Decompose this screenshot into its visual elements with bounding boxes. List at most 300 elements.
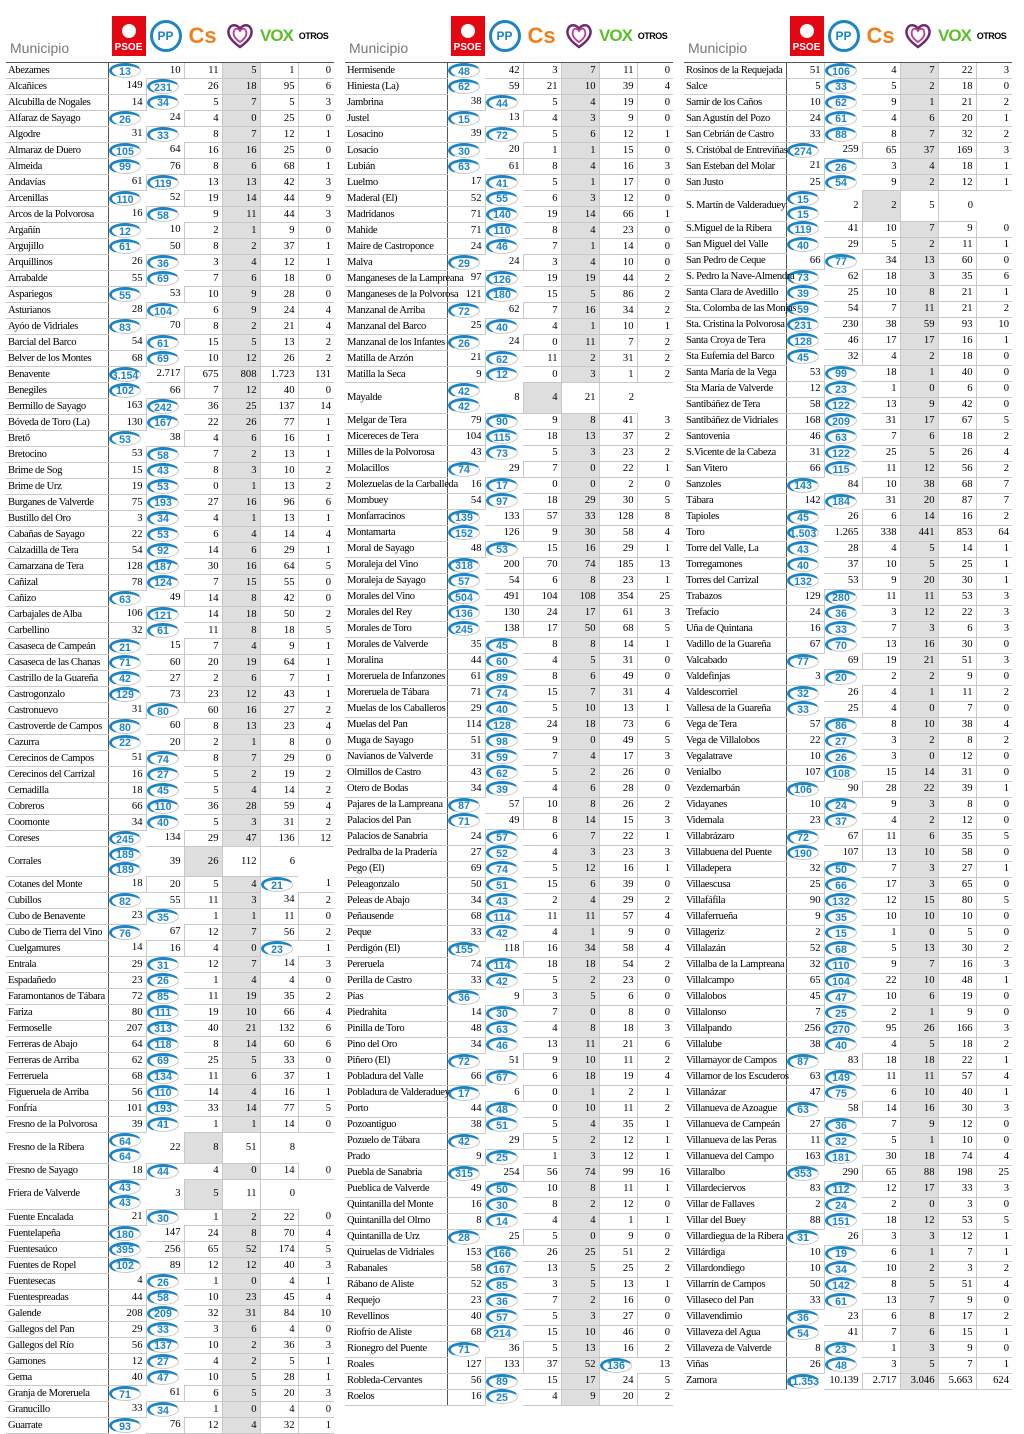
municipio-cell: Villadepera [684,861,786,877]
psoe-votes: 119 [787,221,819,236]
psoe-votes: 2 [786,1197,824,1213]
cs-votes: 14 [184,543,222,559]
psoe-votes: 52 [447,191,485,207]
municipio-cell: Robleda-Cervantes [345,1373,447,1389]
pp-votes: 20 [485,143,523,159]
otros-votes: 2 [637,287,673,303]
otros-votes: 0 [637,765,673,781]
cs-votes: 0 [523,335,561,351]
vox-label: VOX [260,26,293,45]
table-row [6,367,334,383]
cs-votes: 5 [862,941,900,957]
pp-votes: 24 [825,798,857,813]
psoe-votes: 395 [109,1242,141,1257]
cs-votes: 57 [523,509,561,525]
psoe-votes: 48 [447,1021,485,1037]
podemos-votes: 0 [561,461,599,477]
table-row [6,1322,334,1338]
otros-votes: 1 [637,1117,673,1133]
psoe-votes: 93 [109,1418,141,1433]
municipio-cell: Burganes de Valverde [6,495,108,511]
cs-votes: 7 [523,1293,561,1309]
otros-votes: 2 [637,1261,673,1277]
podemos-votes: 1 [222,1117,260,1133]
cs-votes: 3 [146,1179,184,1210]
pp-votes: 10 [146,223,184,239]
cs-votes: 7 [184,639,222,655]
table-row [6,783,334,799]
otros-votes: 1 [976,1053,1012,1069]
otros-votes: 0 [637,175,673,191]
psoe-votes: 142 [786,493,824,509]
vox-votes: 169 [938,143,976,159]
otros-votes: 0 [976,669,1012,685]
municipio-cell: Pino del Oro [345,1037,447,1053]
table-row [684,957,1012,973]
otros-votes: 1 [298,655,334,671]
podemos-votes: 3 [561,1309,599,1325]
podemos-votes: 16 [900,637,938,653]
municipio-cell: Pozuelo de Tábara [345,1133,447,1149]
cs-votes: 3 [184,255,222,271]
psoe-votes: 45 [787,510,819,525]
table-row [6,957,334,973]
vox-votes: 96 [260,495,298,511]
cs-votes: 3 [862,749,900,765]
table-row [684,1021,1012,1037]
cs-label: Cs [866,23,895,48]
municipio-cell: Cernadilla [6,783,108,799]
cs-votes: 10 [523,1181,561,1197]
otros-votes: 0 [976,1133,1012,1149]
pp-votes: 27 [147,1354,179,1369]
pp-votes: 52 [146,191,184,207]
table-row [6,79,334,95]
municipio-cell: Aspariegos [6,287,108,303]
pp-votes: 33 [147,127,179,142]
cs-votes: 3 [862,733,900,749]
municipio-cell: Rábano de Aliste [345,1277,447,1293]
vox-votes: 27 [938,861,976,877]
otros-votes: 7 [976,477,1012,493]
podemos-votes: 3 [561,845,599,861]
municipio-cell: Villalazán [684,941,786,957]
pp-votes: 10 [146,63,184,79]
podemos-votes: 5 [222,1053,260,1069]
psoe-votes: 77 [787,654,819,669]
table-row [6,1069,334,1085]
pp-votes: 64 [146,143,184,159]
vox-votes: 354 [599,589,637,605]
table-row [6,383,334,399]
podemos-votes: 10 [900,1085,938,1101]
pp-votes: 42 [486,925,518,940]
vox-votes: 31 [599,653,637,669]
pp-votes: 114 [486,909,518,924]
otros-votes: 1 [298,447,334,463]
otros-header [295,14,332,58]
podemos-votes: 13 [900,941,938,957]
vox-votes: 60 [938,253,976,269]
vox-votes: 33 [938,1181,976,1197]
pp-votes: 48 [486,1102,518,1117]
municipio-cell: Granja de Moreruela [6,1386,108,1402]
psoe-votes: 54 [108,335,146,351]
results-column-3 [684,8,1012,1390]
vox-votes: 25 [599,1261,637,1277]
cs-votes: 4 [862,701,900,717]
vox-votes: 12 [599,127,637,143]
otros-votes: 8 [637,509,673,525]
podemos-votes: 8 [561,573,599,589]
vox-votes: 87 [938,493,976,509]
vox-votes: 35 [260,989,298,1005]
vox-votes: 13 [260,479,298,495]
pp-votes: 27 [146,671,184,687]
cs-votes: 1 [184,973,222,989]
podemos-votes: 10 [561,79,599,95]
municipio-cell: Peleagonzalo [345,877,447,893]
table-row [6,575,334,591]
municipio-cell: Villanueva de Campeán [684,1117,786,1133]
vox-votes: 11 [222,1179,260,1210]
psoe-votes: 34 [447,893,485,909]
table-row [345,191,673,207]
otros-votes: 3 [298,175,334,191]
otros-votes: 3 [637,1021,673,1037]
cs-votes: 9 [523,733,561,749]
psoe-votes: 23 [108,973,146,989]
cs-votes: 3 [862,605,900,621]
podemos-votes: 5 [561,1277,599,1293]
otros-votes: 2 [976,461,1012,477]
table-row [6,1210,334,1226]
cs-votes: 6 [862,1085,900,1101]
psoe-votes: 87 [448,798,480,813]
otros-votes: 4 [637,909,673,925]
vox-votes: 74 [938,1149,976,1165]
psoe-votes: 44 [447,653,485,669]
vox-votes: 3 [938,1197,976,1213]
municipio-cell: Alcañices [6,79,108,95]
psoe-votes: 88 [786,1213,824,1229]
otros-votes: 0 [976,381,1012,397]
municipio-cell: Tapioles [684,509,786,525]
table-row [345,653,673,669]
psoe-votes: 47 [786,1085,824,1101]
psoe-votes: 45 [786,989,824,1005]
pp-votes: 209 [147,1306,179,1321]
podemos-votes: 8 [561,797,599,813]
podemos-heart-icon [903,21,933,51]
cs-votes: 10 [862,909,900,925]
pp-votes: 37 [825,813,857,828]
psoe-votes: 180 [109,1226,141,1241]
municipio-cell: Morales de Valverde [345,637,447,653]
psoe-votes: 102 [109,383,141,398]
municipio-cell: Otero de Bodas [345,781,447,797]
cs-votes: 24 [523,717,561,733]
psoe-votes: 27 [447,845,485,861]
vox-votes: 35 [599,1117,637,1133]
psoe-votes: 45 [787,349,819,364]
psoe-votes: 12 [786,381,824,397]
column-header [345,8,673,63]
cs-votes: 5 [184,95,222,111]
psoe-votes: 129 [786,589,824,605]
table-row [345,1085,673,1101]
podemos-votes: 10 [222,1005,260,1021]
table-row [6,1037,334,1053]
otros-votes: 0 [976,349,1012,365]
vox-votes: 99 [599,1165,637,1181]
podemos-votes: 12 [222,687,260,703]
pp-votes: 60 [486,653,518,668]
municipio-cell: Villardeciervos [684,1181,786,1197]
podemos-votes: 47 [222,831,260,847]
vox-votes: 18 [938,79,976,95]
table-row [684,589,1012,605]
cs-votes: 7 [862,301,900,317]
vox-votes: 28 [599,781,637,797]
otros-votes: 3 [298,1338,334,1354]
psoe-votes: 8 [786,1341,824,1357]
municipio-cell: S.Miguel de la Ribera [684,221,786,237]
cs-votes: 10 [862,285,900,301]
psoe-votes: 121 [447,287,485,303]
municipio-cell: Rosinos de la Requejada [684,63,786,79]
otros-votes: 3 [298,1386,334,1402]
municipio-cell: Trefacio [684,605,786,621]
pp-votes: 29 [824,237,862,253]
cs-votes: 15 [184,335,222,351]
municipio-cell: Arcos de la Polvorosa [6,207,108,223]
table-row [345,621,673,637]
psoe-votes: 139 [448,510,480,525]
cs-votes: 6 [523,573,561,589]
psoe-votes: 15 [108,463,146,479]
psoe-votes: 353 [787,1166,819,1181]
municipio-cell: Moral de Sayago [345,541,447,557]
vox-votes: 22 [938,1053,976,1069]
municipio-cell: Cañizal [6,575,108,591]
otros-votes: 4 [298,1290,334,1306]
municipio-cell: Andavías [6,175,108,191]
vox-votes: 40 [260,383,298,399]
otros-votes: 5 [976,829,1012,845]
pp-votes: 27 [825,733,857,748]
podemos-votes: 9 [222,287,260,303]
table-row [345,749,673,765]
podemos-votes: 8 [561,637,599,653]
psoe-votes: 207 [108,1021,146,1037]
municipio-cell: Zamora [684,1373,786,1389]
psoe-logo [449,14,486,58]
otros-votes: 1 [637,541,673,557]
table-row [345,1357,673,1373]
table-row [6,607,334,623]
podemos-votes: 12 [222,383,260,399]
cs-votes: 7 [862,1117,900,1133]
cs-votes: 1 [862,1341,900,1357]
table-row [345,287,673,303]
podemos-votes: 3 [900,861,938,877]
vox-votes: 16 [599,1293,637,1309]
otros-votes: 2 [298,351,334,367]
podemos-votes: 30 [561,525,599,541]
table-row [684,1165,1012,1181]
cs-votes: 8 [485,383,523,414]
table-row [6,287,334,303]
vox-votes: 9 [260,223,298,239]
psoe-votes: 51 [108,751,146,767]
psoe-votes: 54 [447,493,485,509]
cs-votes: 2 [184,671,222,687]
cs-votes: 34 [862,253,900,269]
table-row [684,95,1012,111]
pp-votes: 184 [825,494,857,509]
otros-votes: 0 [637,781,673,797]
podemos-votes: 10 [561,701,599,717]
municipio-cell: Olmillos de Castro [345,765,447,781]
municipio-cell: Sta. Colomba de las Monjas [684,301,786,317]
table-row [684,637,1012,653]
podemos-votes: 8 [222,1226,260,1242]
pp-votes: 124 [147,575,179,590]
table-row [6,655,334,671]
pp-votes: 61 [146,1386,184,1402]
otros-votes: 0 [298,751,334,767]
table-row [345,717,673,733]
podemos-votes: 11 [900,301,938,317]
podemos-logo [560,14,597,58]
municipio-cell: Vadillo de la Guareña [684,637,786,653]
municipio-cell: Ferreras de Abajo [6,1037,108,1053]
psoe-votes: 43 [787,541,819,556]
pp-votes: 181 [825,1149,857,1164]
otros-votes: 0 [637,1197,673,1213]
pp-votes: 40 [486,701,518,716]
vox-votes: 21 [599,1037,637,1053]
podemos-votes: 7 [561,63,599,79]
municipio-cell: Casaseca de las Chanas [6,655,108,671]
table-row [345,1277,673,1293]
table-row [684,973,1012,989]
vox-votes: 13 [260,511,298,527]
municipio-cell: Molezuelas de la Carballeda [345,477,447,493]
table-row [6,1117,334,1133]
podemos-votes: 12 [900,1213,938,1229]
otros-votes: 2 [637,1245,673,1261]
vox-votes: 17 [599,175,637,191]
pp-votes: 26 [824,509,862,525]
podemos-votes: 7 [222,957,260,973]
otros-votes: 0 [637,143,673,159]
table-row [345,1341,673,1357]
podemos-logo [221,14,258,58]
otros-votes: 2 [976,1309,1012,1325]
cs-votes: 104 [523,589,561,605]
municipio-cell: Fariza [6,1005,108,1021]
podemos-votes: 9 [900,397,938,413]
vox-votes: 27 [599,1309,637,1325]
cs-votes: 10 [523,797,561,813]
table-row [684,237,1012,253]
table-row [6,1101,334,1117]
otros-votes: 3 [976,957,1012,973]
table-row [684,397,1012,413]
municipio-cell: Alcubilla de Nogales [6,95,108,111]
psoe-votes: 30 [448,143,480,158]
table-row [6,479,334,495]
podemos-votes: 16 [222,559,260,575]
psoe-votes: 35 [447,637,485,653]
pp-votes: 134 [147,1069,179,1084]
vox-votes: 29 [260,751,298,767]
vox-votes: 25 [260,111,298,127]
vox-votes: 12 [938,1229,976,1245]
cs-votes: 7 [523,303,561,319]
vox-votes: 9 [938,1341,976,1357]
vox-votes: 37 [599,429,637,445]
cs-votes: 29 [184,831,222,847]
table-row [345,605,673,621]
otros-votes: 4 [298,527,334,543]
otros-votes: 1 [298,687,334,703]
cs-votes: 8 [523,669,561,685]
pp-votes: 69 [147,1053,179,1068]
municipio-cell: Monfarracinos [345,509,447,525]
cs-votes: 1 [184,1210,222,1226]
podemos-votes: 16 [561,303,599,319]
otros-votes: 5 [976,893,1012,909]
cs-votes: 23 [184,687,222,703]
vox-votes: 9 [599,925,637,941]
pp-votes: 23 [824,1309,862,1325]
podemos-votes: 14 [222,191,260,207]
municipio-cell: Villaveza del Agua [684,1325,786,1341]
otros-votes: 4 [637,685,673,701]
otros-votes: 0 [637,111,673,127]
vox-logo [258,14,295,58]
table-row [345,1101,673,1117]
vox-votes: 14 [260,1163,298,1179]
psoe-votes: 48 [448,63,480,78]
otros-votes: 1 [298,543,334,559]
otros-votes: 0 [637,255,673,271]
podemos-votes: 1 [900,1245,938,1261]
otros-votes: 4 [976,717,1012,733]
municipio-cell: Gema [6,1370,108,1386]
cs-votes: 11 [184,63,222,79]
table-row [345,271,673,287]
psoe-votes: 66 [108,799,146,815]
pp-votes: 133 [485,509,523,525]
podemos-votes: 3 [900,621,938,637]
municipio-cell: Cobreros [6,799,108,815]
psoe-logo [788,14,825,58]
psoe-votes: 2 [786,925,824,941]
vox-votes: 64 [260,655,298,671]
municipio-cell: Moraleja de Sayago [345,573,447,589]
vox-votes: 37 [260,239,298,255]
vox-votes: 128 [599,509,637,525]
vox-votes: 6 [599,989,637,1005]
table-row [684,1117,1012,1133]
otros-votes: 1 [637,829,673,845]
municipio-cell: Pajares de la Lampreana [345,797,447,813]
municipio-cell: Quintanilla del Monte [345,1197,447,1213]
